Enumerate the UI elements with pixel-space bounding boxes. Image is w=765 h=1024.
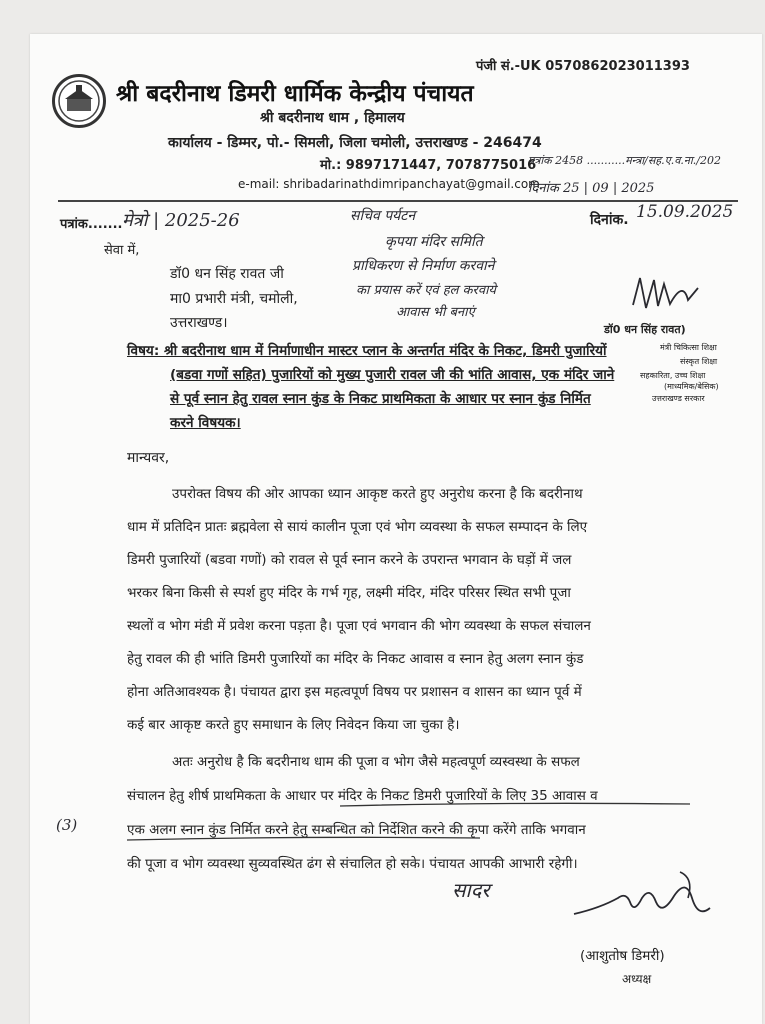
receipt-stamp-date: दिनांक 25 | 09 | 2025 bbox=[528, 181, 655, 196]
recipient-line-1: डॉ0 धन सिंह रावत जी bbox=[170, 266, 284, 282]
margin-note-line: कृपया मंदिर समिति bbox=[385, 234, 483, 250]
body-line: की पूजा व भोग व्यवस्था सुव्यवस्थित ढंग से संचालित हो सके। पंचायत आपकी आभारी रहेगी। bbox=[127, 856, 578, 872]
salutation-to: सेवा में, bbox=[104, 243, 140, 258]
org-location: श्री बदरीनाथ धाम , हिमालय bbox=[260, 110, 405, 126]
body-line: एक अलग स्नान कुंड निर्मित करने हेतु सम्बन्धित को निर्देशित करने की कृपा करेंगे ताकि भगवान bbox=[127, 822, 586, 838]
mobile-numbers: मो.: 9897171447, 7078775016 bbox=[320, 158, 537, 173]
minister-stamp-line: उत्तराखण्ड सरकार bbox=[652, 394, 705, 403]
subject-line: (बडवा गणों सहित) पुजारियों को मुख्य पुजारी रावल जी की भांति आवास, एक मंदिर जाने bbox=[170, 367, 615, 383]
signatory-designation: अध्यक्ष bbox=[622, 972, 652, 986]
receipt-stamp-number: पत्रांक 2458 ...........मन्त्रा/सह.ए.व.ना./202 bbox=[528, 154, 721, 167]
body-line: होना अतिआवश्यक है। पंचायत द्वारा इस महत्वपूर्ण विषय पर प्रशासन व शासन का ध्यान पूर्व में bbox=[127, 684, 582, 700]
minister-signature bbox=[628, 270, 708, 320]
date-label: दिनांक. bbox=[590, 212, 629, 228]
org-logo bbox=[52, 74, 106, 128]
subject-line: करने विषयक। bbox=[170, 415, 241, 431]
body-line: स्थलों व भोग मंडी में प्रवेश करना पड़ता है। पूजा एवं भगवान की भोग व्यवस्था के सफल संचालन bbox=[127, 618, 591, 634]
subject-line: से पूर्व स्नान हेतु रावल स्नान कुंड के निकट प्राथमिकता के आधार पर स्नान कुंड निर्मित bbox=[170, 391, 591, 407]
registration-number: पंजी सं.-UK 0570862023011393 bbox=[476, 59, 690, 74]
minister-stamp-line: मंत्री चिकित्सा शिक्षा bbox=[660, 343, 717, 352]
body-line: हेतु रावल की ही भांति डिमरी पुजारियों का मंदिर के निकट आवास व स्नान हेतु अलग स्नान कुंड bbox=[127, 651, 584, 667]
minister-stamp-line: संस्कृत शिक्षा bbox=[680, 357, 718, 366]
margin-note-line: का प्रयास करें एवं हल करवाये bbox=[356, 283, 496, 298]
org-name: श्री बदरीनाथ डिमरी धार्मिक केन्द्रीय पंचायत bbox=[116, 81, 474, 107]
pen-underline bbox=[0, 0, 740, 60]
ref-number-label: पत्रांक....... bbox=[60, 217, 123, 232]
body-line: संचालन हेतु शीर्ष प्राथमिकता के आधार पर मंदिर के निकट डिमरी पुजारियों के लिए 35 आवास व bbox=[127, 788, 598, 804]
body-line: धाम में प्रतिदिन प्रातः ब्रह्मवेला से सायं कालीन पूजा एवं भोग व्यवस्था के सफल सम्पादन के लिए bbox=[127, 519, 588, 535]
body-line: कई बार आकृष्ट करते हुए समाधान के लिए निवेदन किया जा चुका है। bbox=[127, 717, 460, 733]
margin-note-line: आवास भी बनाएं bbox=[396, 305, 475, 320]
margin-note-line: प्राधिकरण से निर्माण करवाने bbox=[352, 258, 495, 274]
office-address: कार्यालय - डिम्मर, पो.- सिमली, जिला चमोली, उत्तराखण्ड - 246474 bbox=[168, 135, 542, 151]
body-line: अतः अनुरोध है कि बदरीनाथ धाम की पूजा व भोग जैसे महत्वपूर्ण व्यस्वस्था के सफल bbox=[172, 754, 580, 770]
greeting: मान्यवर, bbox=[127, 450, 170, 466]
minister-stamp-line: सहकारिता, उच्च शिक्षा bbox=[640, 371, 706, 380]
date-value: 15.09.2025 bbox=[636, 202, 734, 222]
signatory-signature bbox=[570, 868, 720, 928]
recipient-line-3: उत्तराखण्ड। bbox=[170, 315, 228, 331]
saadar: सादर bbox=[452, 878, 490, 902]
ref-number-value: मेत्रो | 2025-26 bbox=[122, 210, 240, 231]
email-address: e-mail: shribadarinathdimripanchayat@gmail.com bbox=[238, 177, 540, 191]
margin-mark: (3) bbox=[56, 816, 78, 834]
minister-stamp-line: (माध्यमिक/बेसिक) bbox=[664, 382, 719, 391]
body-line: उपरोक्त विषय की ओर आपका ध्यान आकृष्ट करते हुए अनुरोध करना है कि बदरीनाथ bbox=[172, 486, 583, 502]
margin-note-line: सचिव पर्यटन bbox=[350, 208, 416, 224]
recipient-line-2: मा0 प्रभारी मंत्री, चमोली, bbox=[170, 291, 298, 307]
minister-stamp-name: डॉ0 धन सिंह रावत) bbox=[604, 323, 686, 336]
body-line: भरकर बिना किसी से स्पर्श हुए मंदिर के गर्भ गृह, लक्ष्मी मंदिर, मंदिर परिसर स्थित सभी पूजा bbox=[127, 585, 571, 601]
body-line: डिमरी पुजारियों (बडवा गणों) को रावल से पूर्व स्नान करने के उपरान्त भगवान के घड़ों में जल bbox=[127, 552, 572, 568]
subject-line: विषय: श्री बदरीनाथ धाम में निर्माणाधीन मास्टर प्लान के अन्तर्गत मंदिर के निकट, डिमरी पुजारियों bbox=[127, 343, 607, 359]
signatory-name: (आशुतोष डिमरी) bbox=[580, 948, 665, 964]
